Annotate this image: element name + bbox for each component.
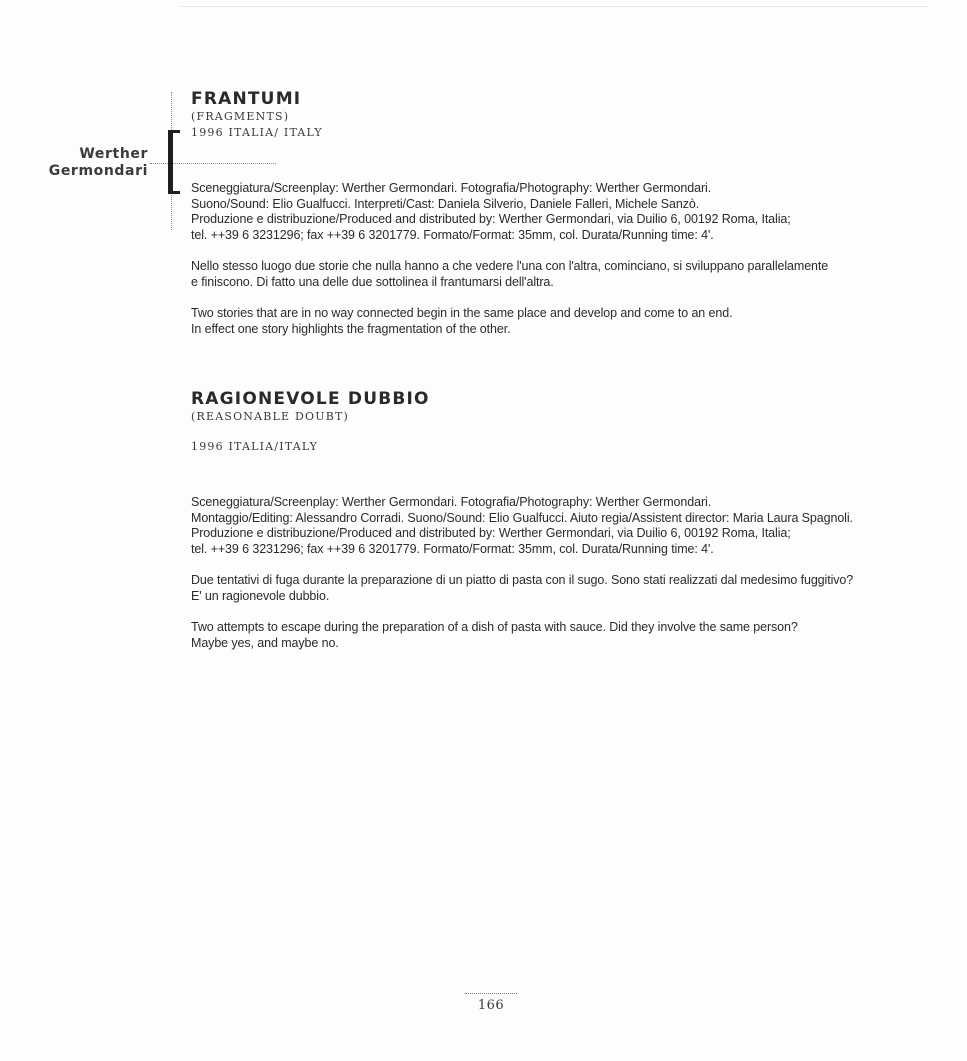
synopsis-line: Two attempts to escape during the preparation of a dish of pasta with sauce. Did they involve the same person? — [191, 620, 798, 634]
film-entry-frantumi — [191, 89, 911, 337]
film-entry-ragionevole-dubbio — [191, 389, 911, 651]
credit-line: tel. ++39 6 3231296; fax ++39 6 3201779. Formato/Format: 35mm, col. Durata/Running time: 4'. — [191, 227, 714, 242]
film-year-country: 1996 ITALIA/ITALY — [191, 440, 319, 453]
top-rule — [180, 6, 927, 7]
credit-line: Sceneggiatura/Screenplay: Werther Germondari. Fotografia/Photography: Werther Germondari. — [191, 495, 712, 509]
synopsis-line: Due tentativi di fuga durante la preparazione di un piatto di pasta con il sugo. Sono stati realizzati dal medesimo fuggitivo? — [191, 573, 854, 587]
director-last-name: Germondari — [48, 163, 148, 179]
synopsis-line: Two stories that are in no way connected begin in the same place and develop and come to an end. — [191, 306, 733, 320]
film-credits — [191, 181, 911, 243]
synopsis-line: E' un ragionevole dubbio. — [191, 588, 330, 603]
credit-line: tel. ++39 6 3231296; fax ++39 6 3201779. Formato/Format: 35mm, col. Durata/Running time: 4'. — [191, 541, 714, 556]
credit-line: Montaggio/Editing: Alessandro Corradi. Suono/Sound: Elio Gualfucci. Aiuto regia/Assistent director: Maria Laura Spagnoli. — [191, 510, 853, 525]
synopsis-italian — [191, 573, 911, 604]
synopsis-english — [191, 620, 911, 651]
credit-line: Suono/Sound: Elio Gualfucci. Interpreti/Cast: Daniela Silverio, Daniele Falleri, Michele Sanzò. — [191, 196, 700, 211]
synopsis-english — [191, 306, 911, 337]
credit-line: Produzione e distribuzione/Produced and distributed by: Werther Germondari, via Duilio 6, 00192 Roma, Italia; — [191, 526, 791, 540]
synopsis-line: In effect one story highlights the fragmentation of the other. — [191, 321, 511, 336]
film-title: RAGIONEVOLE DUBBIO — [191, 389, 430, 409]
synopsis-line: Nello stesso luogo due storie che nulla hanno a che vedere l'una con l'altra, cominciano, si sviluppano parallelamente — [191, 259, 829, 273]
film-credits — [191, 495, 911, 557]
film-english-title: (REASONABLE DOUBT) — [191, 410, 350, 423]
credit-line: Produzione e distribuzione/Produced and distributed by: Werther Germondari, via Duilio 6, 00192 Roma, Italia; — [191, 212, 791, 226]
director-name — [30, 146, 148, 180]
film-year-country: 1996 ITALIA/ ITALY — [191, 126, 323, 139]
page-number-dots — [465, 993, 517, 994]
synopsis-italian — [191, 259, 911, 290]
director-first-name: Werther — [79, 146, 148, 162]
synopsis-line: Maybe yes, and maybe no. — [191, 635, 339, 650]
film-title: FRANTUMI — [191, 89, 302, 109]
page-number: 166 — [477, 998, 505, 1013]
synopsis-line: e finiscono. Di fatto una delle due sottolinea il frantumarsi dell'altra. — [191, 274, 554, 289]
bracket-mark — [168, 130, 180, 194]
film-english-title: (FRAGMENTS) — [191, 110, 290, 123]
credit-line: Sceneggiatura/Screenplay: Werther Germondari. Fotografia/Photography: Werther Germondari. — [191, 181, 712, 195]
